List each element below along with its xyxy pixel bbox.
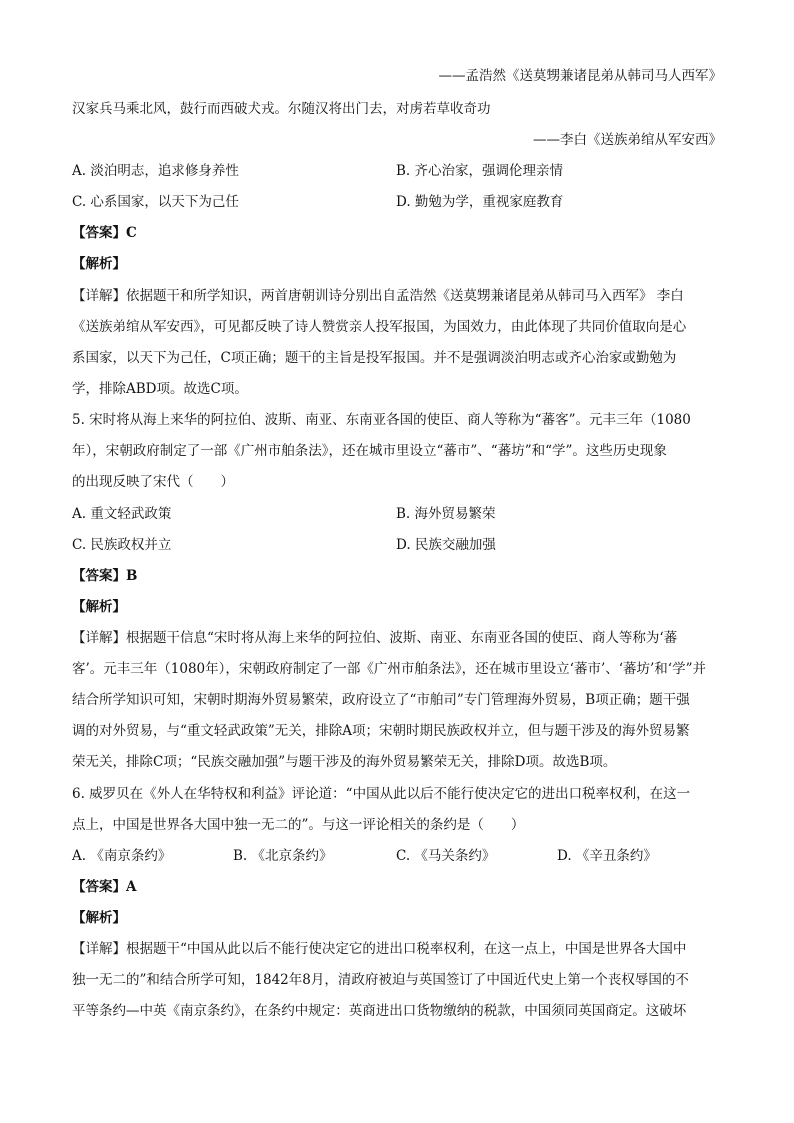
q5-option-d: D. 民族交融加强 (396, 537, 496, 553)
q5-detail-line: 客’。元丰三年（1080年），宋朝政府制定了一部《广州市舶条法》，还在城市里设立‘蕃市’、‘蕃坊’和‘学”并 (72, 661, 707, 677)
q6-option-a: A. 《南京条约》 (72, 848, 172, 864)
q4-analysis-label: 【解析】 (72, 256, 126, 272)
q5-stem-line: 5. 宋时将从海上来华的阿拉伯、波斯、南亚、东南亚各国的使臣、商人等称为“蕃客”。元丰三年（1080 (72, 412, 691, 428)
q5-detail-line: 调的对外贸易，与“重文轻武政策”无关，排除A项；宋朝时期民族政权并立，但与题干涉及的海外贸易繁 (72, 723, 690, 739)
q6-stem-line: 点上，中国是世界各大国中独一无二的”。与这一评论相关的条约是（ ） (72, 817, 525, 833)
q5-analysis-label: 【解析】 (72, 599, 126, 615)
q5-answer: 【答案】B (72, 568, 138, 584)
q4-option-b: B. 齐心治家，强调伦理亲情 (396, 163, 564, 179)
q5-option-b: B. 海外贸易繁荣 (396, 506, 496, 522)
q6-option-c: C. 《马关条约》 (396, 848, 496, 864)
q6-detail-line: 平等条约—中英《南京条约》，在条约中规定：英商进出口货物缴纳的税款，中国须同英国商定。这破坏 (72, 1003, 687, 1019)
q4-option-c: C. 心系国家，以天下为己任 (72, 194, 239, 210)
q5-stem-line: 的出现反映了宋代（ ） (72, 474, 234, 490)
q6-option-d: D. 《辛丑条约》 (557, 848, 657, 864)
q6-stem-line: 6. 威罗贝在《外人在华特权和利益》评论道：“中国从此以后不能行使决定它的进出口税率权利，在这一 (72, 786, 691, 802)
q5-detail-line: 结合所学知识可知，宋朝时期海外贸易繁荣，政府设立了“市舶司”专门管理海外贸易，B项正确；题干强 (72, 692, 690, 708)
q4-detail-line: 学，排除ABD项。故选C项。 (72, 381, 248, 397)
q6-answer: 【答案】A (72, 879, 137, 895)
q4-answer: 【答案】C (72, 225, 137, 241)
q4-detail-line: 《送族弟绾从军安西》，可见都反映了诗人赞赏亲人投军报国，为国效力，由此体现了共同价值取向是心 (72, 319, 687, 335)
q4-option-d: D. 勤勉为学，重视家庭教育 (396, 194, 564, 210)
q6-detail-line: 【详解】根据题干“中国从此以后不能行使决定它的进出口税率权利，在这一点上，中国是世界各大国中 (72, 941, 687, 957)
q6-option-b: B. 《北京条约》 (233, 848, 333, 864)
q5-detail-line: 荣无关，排除C项；“民族交融加强”与题干涉及的海外贸易繁荣无关，排除D项。故选B项。 (72, 754, 617, 770)
q4-detail-line: 系国家，以天下为己任，C项正确；题干的主旨是投军报国。并不是强调淡泊明志或齐心治家或勤勉为 (72, 350, 677, 366)
poem-source-meng: ——孟浩然《送莫甥兼诸昆弟从韩司马人西军》 (438, 68, 722, 84)
q4-option-a: A. 淡泊明志，追求修身养性 (72, 163, 239, 179)
q5-option-c: C. 民族政权并立 (72, 537, 172, 553)
q5-stem-line: 年），宋朝政府制定了一部《广州市舶条法》，还在城市里设立“蕃市”、“蕃坊”和“学”。这些历史现象 (72, 443, 667, 459)
q6-analysis-label: 【解析】 (72, 910, 126, 926)
poem-li-bai: 汉家兵马乘北风，鼓行而西破犬戎。尔随汉将出门去，对虏若草收奇功 (72, 101, 491, 117)
poem-source-li: ——李白《送族弟绾从军安西》 (533, 132, 722, 148)
q4-detail-line: 【详解】依据题干和所学知识，两首唐朝训诗分别出自孟浩然《送莫甥兼诸昆弟从韩司马入西军》 李白 (72, 288, 684, 304)
q5-detail-line: 【详解】根据题干信息“宋时将从海上来华的阿拉伯、波斯、南亚、东南亚各国的使臣、商人等称为‘蕃 (72, 630, 678, 646)
q5-option-a: A. 重文轻武政策 (72, 506, 172, 522)
q6-detail-line: 独一无二的”和结合所学可知，1842年8月，清政府被迫与英国签订了中国近代史上第一个丧权辱国的不 (72, 972, 689, 988)
